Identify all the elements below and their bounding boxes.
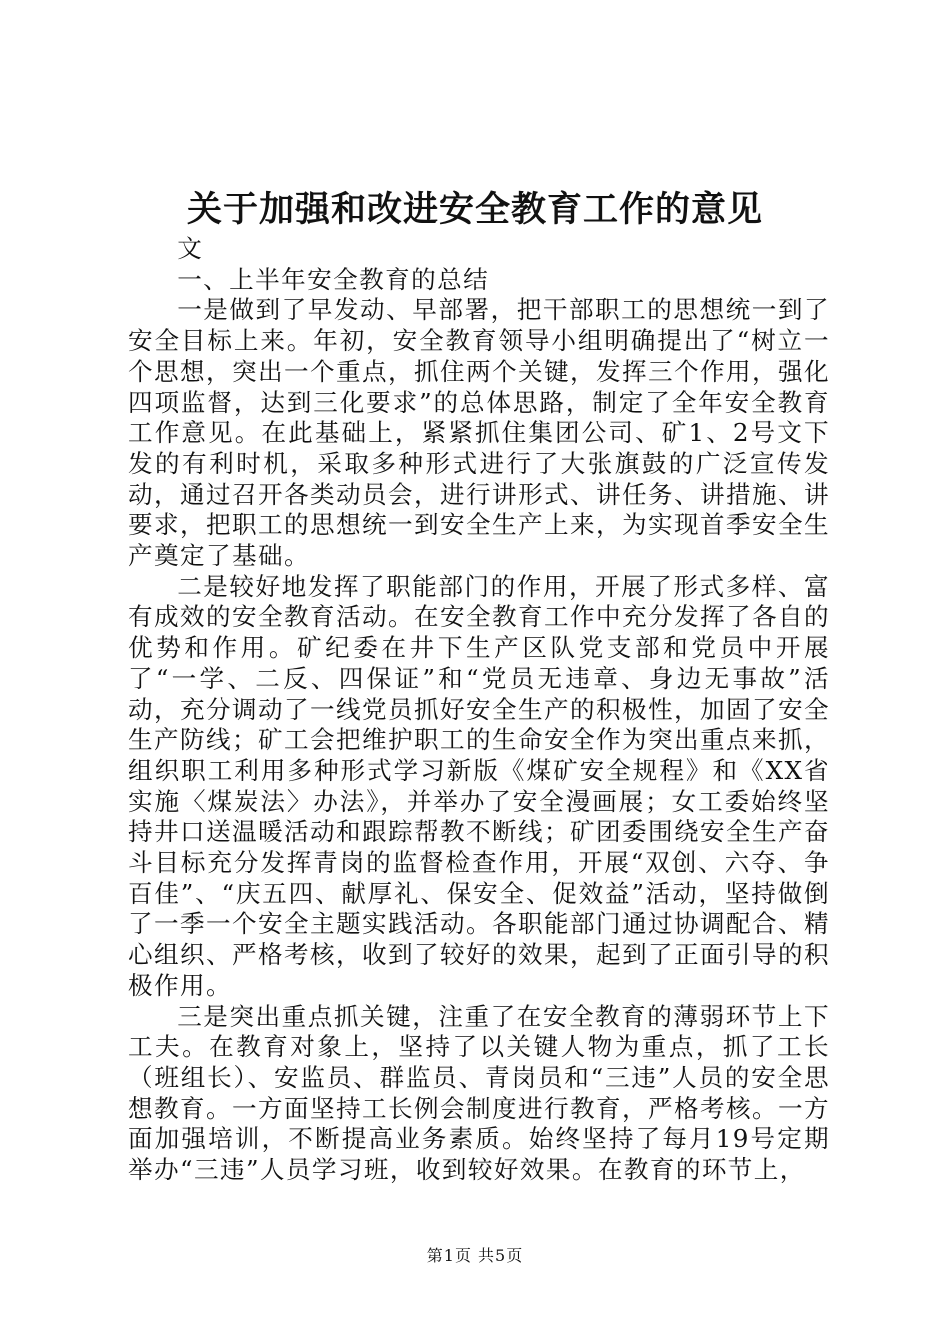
body-paragraph-1: 一是做到了早发动、早部署，把干部职工的思想统一到了安全目标上来。年初，安全教育领导小组明确提出了“树立一个思想，突出一个重点，抓住两个关键，发挥三个作用，强化四项监督，达到三化要求”的总体思路，制定了全年安全教育工作意见。在此基础上，紧紧抓住集团公司、矿1、2号文下发的有利时机，采取多种形式进行了大张旗鼓的广泛宣传发动，通过召开各类动员会，进行讲形式、讲任务、讲措施、讲要求，把职工的思想统一到安全生产上来，为实现首季安全生产奠定了基础。 (128, 295, 830, 571)
section-heading: 一、上半年安全教育的总结 (177, 264, 490, 294)
page-footer: 第1页 共5页 (426, 1246, 524, 1265)
body-paragraph-2: 二是较好地发挥了职能部门的作用，开展了形式多样、富有成效的安全教育活动。在安全教育工作中充分发挥了各自的优势和作用。矿纪委在井下生产区队党支部和党员中开展了“一学、二反、四保证”和“党员无违章、身边无事故”活动，充分调动了一线党员抓好安全生产的积极性，加固了安全生产防线；矿工会把维护职工的生命安全作为突出重点来抓，组织职工利用多种形式学习新版《煤矿安全规程》和《XX省实施〈煤炭法〉办法》，并举办了安全漫画展；女工委始终坚持井口送温暖活动和跟踪帮教不断线；矿团委围绕安全生产奋斗目标充分发挥青岗的监督检查作用，开展“双创、六夺、争百佳”、“庆五四、献厚礼、保安全、促效益”活动，坚持做倒了一季一个安全主题实践活动。各职能部门通过协调配合、精心组织、严格考核，收到了较好的效果，起到了正面引导的积极作用。 (128, 571, 830, 1000)
body-paragraph-3: 三是突出重点抓关键，注重了在安全教育的薄弱环节上下工夫。在教育对象上，坚持了以关键人物为重点，抓了工长（班组长）、安监员、群监员、青岗员和“三违”人员的安全思想教育。一方面坚持工长例会制度进行教育，严格考核。一方面加强培训，不断提高业务素质。始终坚持了每月19号定期举办“三违”人员学习班，收到较好效果。在教育的环节上， (128, 1001, 830, 1185)
document-body (128, 234, 830, 1186)
document-title: 关于加强和改进安全教育工作的意见 (186, 189, 763, 230)
author-line: 文 (177, 234, 204, 263)
